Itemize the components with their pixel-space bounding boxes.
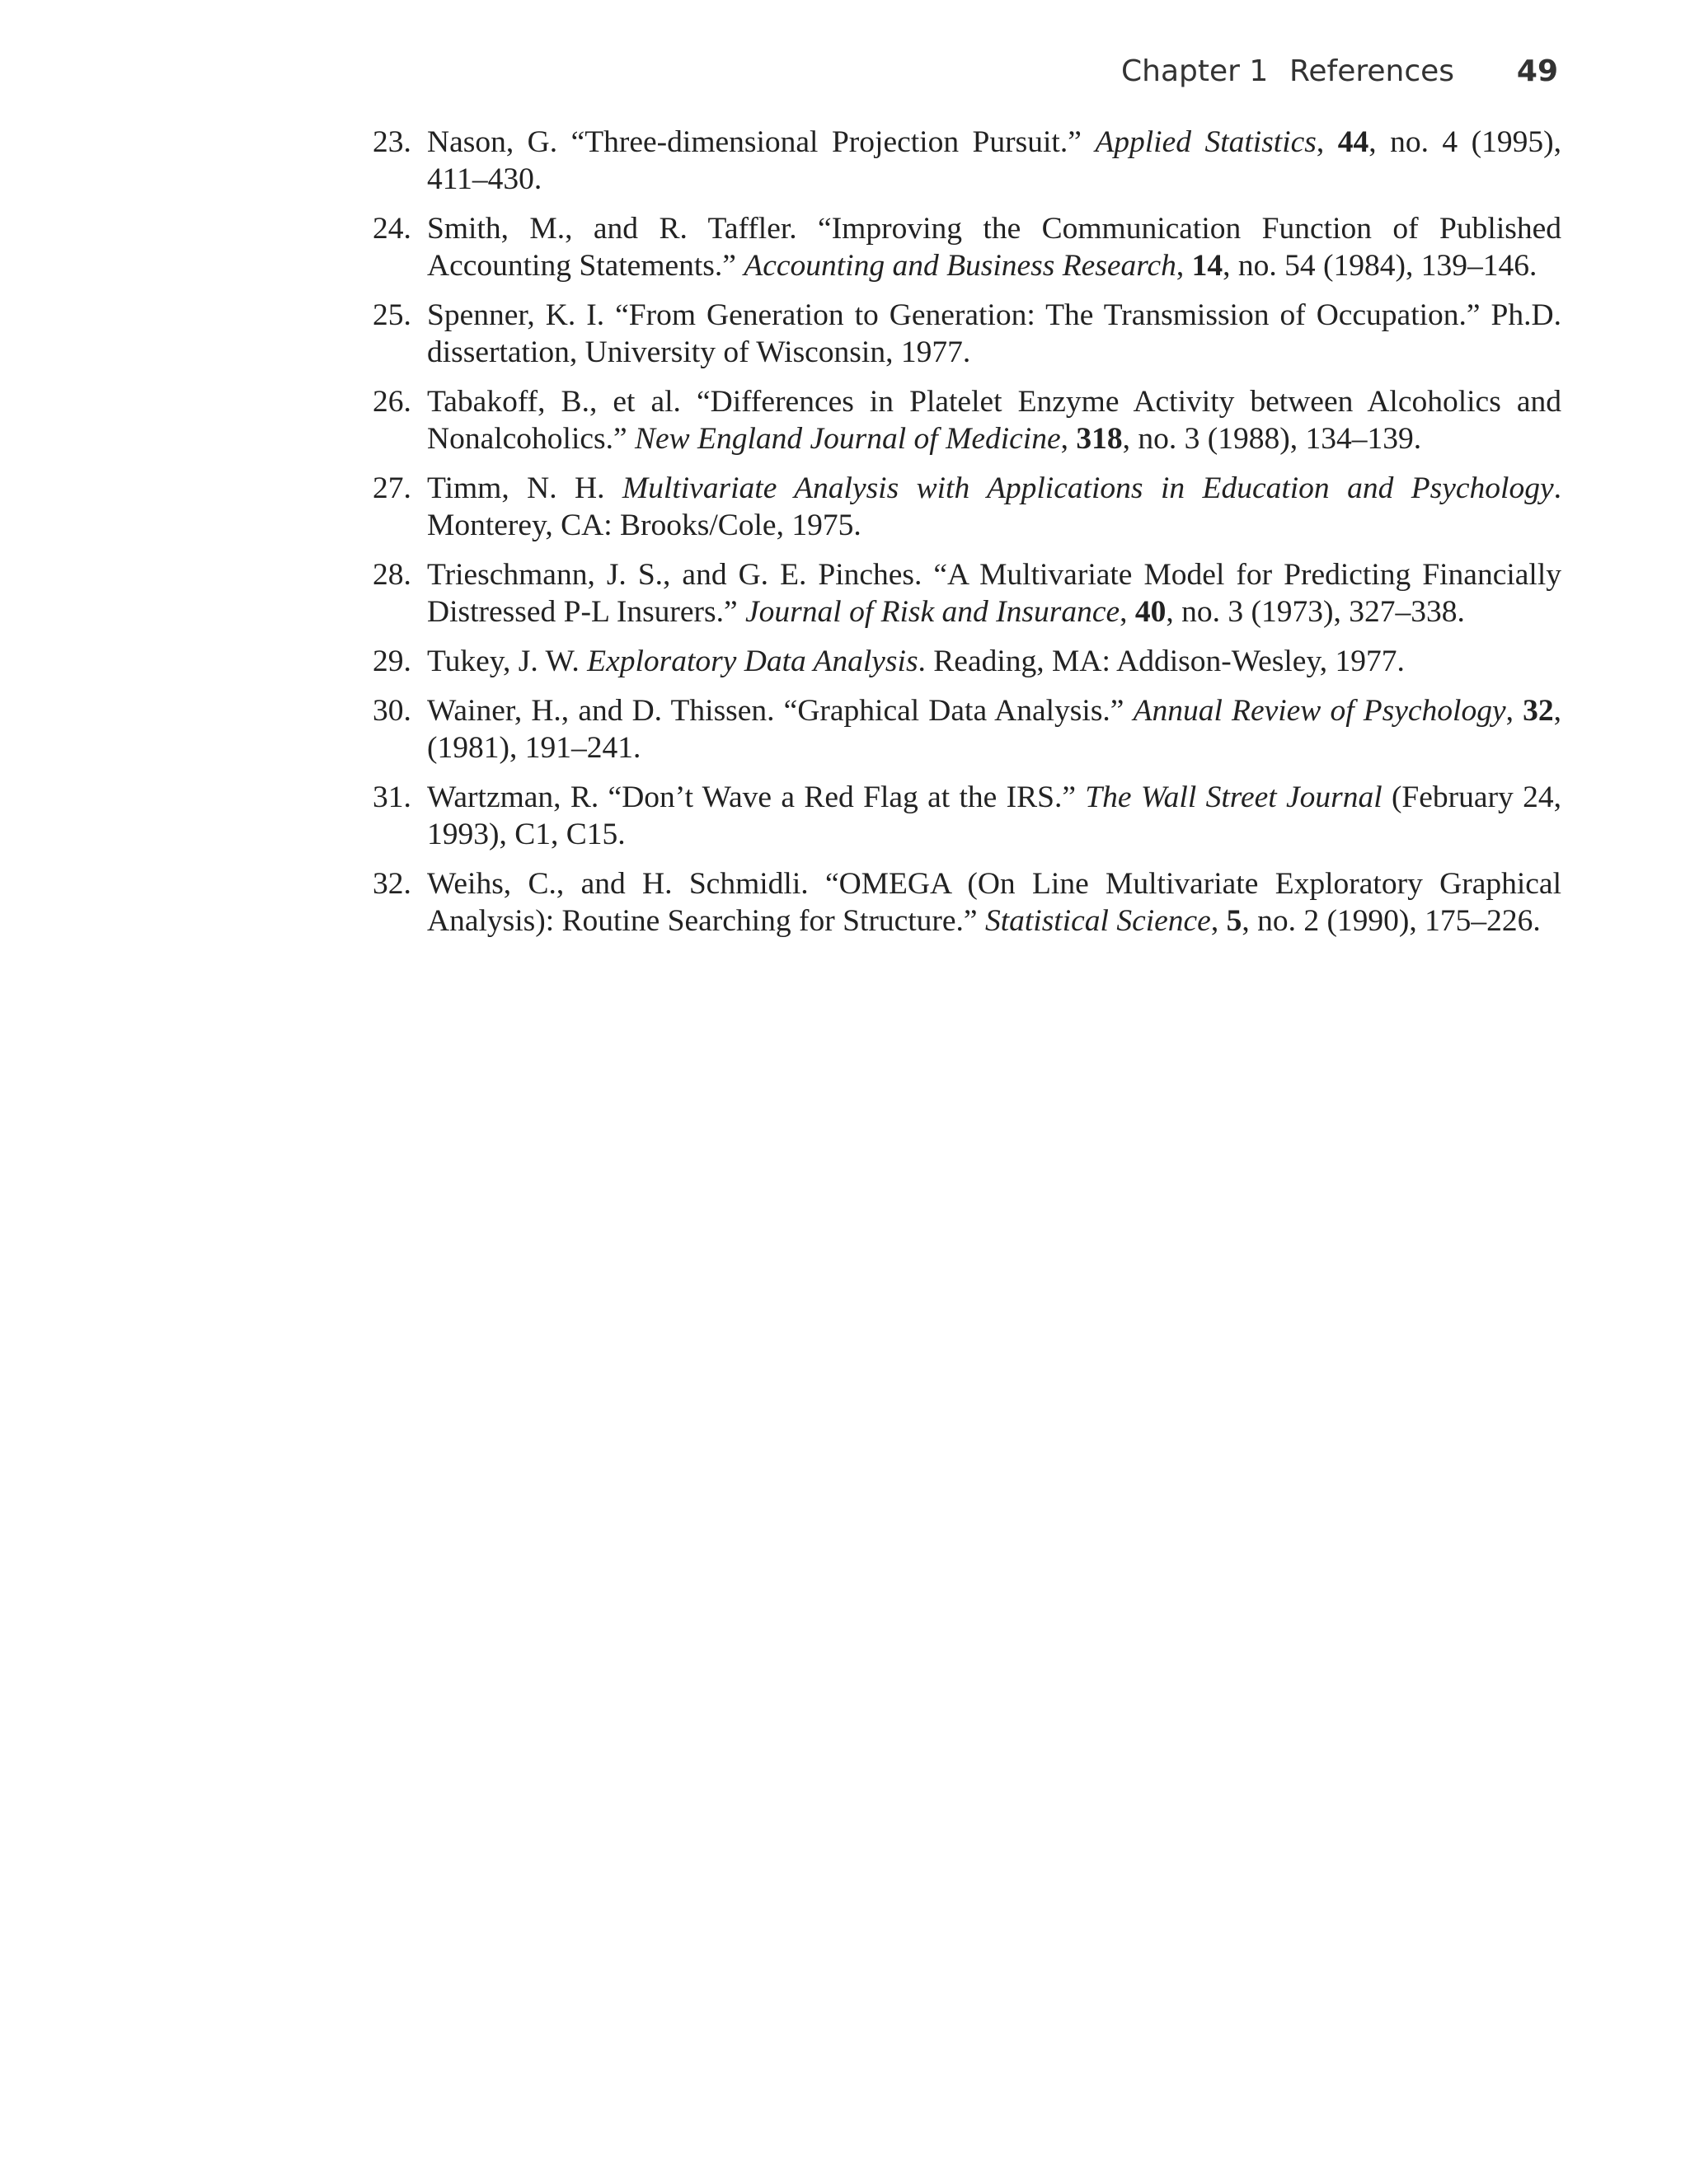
reference-number: 32. xyxy=(373,867,411,901)
reference-text: , xyxy=(1060,422,1077,456)
reference-text: Tukey, J. W. xyxy=(427,644,588,678)
reference-text: Tabakoff, B., et al. “Differences in Platelet Enzyme Activity between Alcoholics and Nonalcoholics.” xyxy=(427,385,1561,456)
reference-text: Wartzman, R. “Don’t Wave a Red Flag at the IRS.” xyxy=(427,780,1086,814)
reference-journal: Accounting and Business Research xyxy=(744,249,1176,283)
reference-item-24 xyxy=(373,210,1561,284)
reference-text: , no. 2 (1990), 175–226. xyxy=(1242,904,1541,938)
reference-text: . Monterey, CA: Brooks/Cole, 1975. xyxy=(427,471,1561,542)
reference-item-25 xyxy=(373,297,1561,371)
reference-text: , no. 54 (1984), 139–146. xyxy=(1223,249,1537,283)
reference-item-26 xyxy=(373,383,1561,457)
reference-number: 27. xyxy=(373,471,411,505)
reference-text: Trieschmann, J. S., and G. E. Pinches. “A Multivariate Model for Predicting Financially Distressed P-L Insurers.” xyxy=(427,558,1561,629)
reference-text: Nason, G. “Three-dimensional Projection Pursuit.” xyxy=(427,125,1096,159)
reference-book-title: Multivariate Analysis with Applications in Education and Psychology xyxy=(622,471,1554,505)
reference-number: 30. xyxy=(373,694,411,728)
reference-journal: Statistical Science xyxy=(984,904,1211,938)
reference-text: Spenner, K. I. “From Generation to Generation: The Transmission of Occupation.” Ph.D. dissertation, University of Wisconsin, 1977. xyxy=(427,298,1561,369)
reference-item-32 xyxy=(373,865,1561,940)
reference-number: 29. xyxy=(373,644,411,678)
reference-text: . Reading, MA: Addison-Wesley, 1977. xyxy=(918,644,1405,678)
reference-text: Timm, N. H. xyxy=(427,471,622,505)
reference-text: Smith, M., and R. Taffler. “Improving the Communication Function of Published Accounting Statements.” xyxy=(427,212,1561,283)
reference-volume: 5 xyxy=(1226,904,1242,938)
running-head xyxy=(1072,54,1566,104)
reference-book-title: Exploratory Data Analysis xyxy=(587,644,918,678)
reference-text: , no. 3 (1973), 327–338. xyxy=(1166,595,1465,629)
reference-text: , xyxy=(1316,125,1338,159)
reference-volume: 14 xyxy=(1191,249,1223,283)
reference-text: , no. 4 (1995), 411–430. xyxy=(427,125,1562,196)
reference-item-29 xyxy=(373,643,1561,680)
reference-volume: 318 xyxy=(1076,422,1123,456)
reference-number: 31. xyxy=(373,780,411,814)
reference-number: 26. xyxy=(373,385,411,419)
reference-volume: 32 xyxy=(1523,694,1554,728)
reference-journal: Applied Statistics xyxy=(1095,125,1317,159)
page-number: 49 xyxy=(1516,54,1558,88)
reference-number: 24. xyxy=(373,212,411,246)
chapter-label: Chapter 1 xyxy=(1121,54,1269,88)
reference-list xyxy=(373,124,1561,952)
reference-item-23 xyxy=(373,124,1561,198)
reference-text: , xyxy=(1210,904,1227,938)
reference-text: , no. 3 (1988), 134–139. xyxy=(1122,422,1422,456)
reference-text: , (1981), 191–241. xyxy=(427,694,1561,765)
reference-item-28 xyxy=(373,556,1561,630)
reference-item-27 xyxy=(373,470,1561,544)
reference-item-31 xyxy=(373,779,1561,853)
reference-journal: New England Journal of Medicine xyxy=(635,422,1061,456)
reference-number: 25. xyxy=(373,298,411,332)
reference-item-30 xyxy=(373,692,1561,766)
reference-journal: The Wall Street Journal xyxy=(1085,780,1383,814)
reference-number: 23. xyxy=(373,125,411,159)
reference-text: , xyxy=(1176,249,1192,283)
reference-number: 28. xyxy=(373,558,411,592)
section-title: References xyxy=(1289,54,1455,88)
reference-text: , xyxy=(1505,694,1523,728)
reference-text: Weihs, C., and H. Schmidli. “OMEGA (On Line Multivariate Exploratory Graphical Analysis): Routine Searching for Structure.” xyxy=(427,867,1561,938)
reference-journal: Annual Review of Psychology xyxy=(1133,694,1506,728)
reference-journal: Journal of Risk and Insurance xyxy=(745,595,1120,629)
reference-volume: 44 xyxy=(1337,125,1369,159)
reference-volume: 40 xyxy=(1134,595,1167,629)
reference-text: Wainer, H., and D. Thissen. “Graphical Data Analysis.” xyxy=(427,694,1134,728)
reference-text: (February 24, 1993), C1, C15. xyxy=(427,780,1561,851)
reference-text: , xyxy=(1120,595,1135,629)
